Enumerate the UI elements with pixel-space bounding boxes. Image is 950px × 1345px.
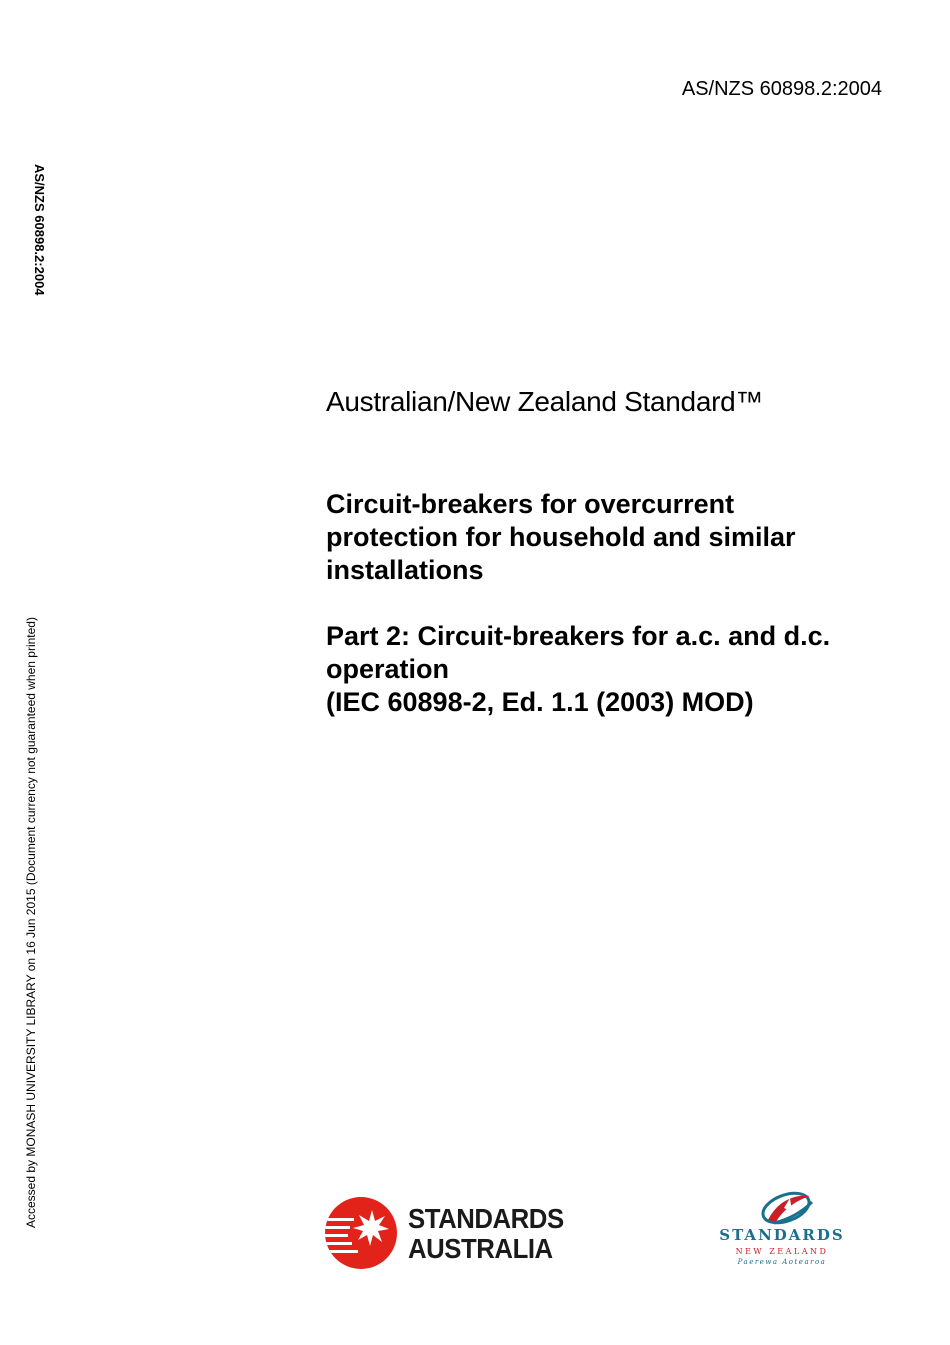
standards-australia-emblem-icon: [324, 1196, 398, 1270]
access-notice-text: Accessed by MONASH UNIVERSITY LIBRARY on 16 Jun 2015 (Document currency not guaranteed when printed): [24, 617, 38, 1228]
standards-nz-wordmark: STANDARDS: [719, 1226, 845, 1244]
title-line: Circuit-breakers for overcurrent: [326, 489, 735, 519]
part-line: operation: [326, 654, 450, 684]
standards-new-zealand-logo: [712, 1190, 857, 1272]
standards-new-zealand-emblem-icon: [754, 1190, 814, 1226]
title-line: protection for household and similar: [326, 522, 796, 552]
document-title: [326, 488, 886, 587]
title-line: installations: [326, 555, 484, 585]
standards-australia-logo: [324, 1196, 574, 1270]
standard-series: Australian/New Zealand Standard™: [326, 386, 764, 417]
standards-nz-subtitle: NEW ZEALAND: [735, 1247, 829, 1256]
access-notice: [20, 598, 40, 1248]
standards-australia-wordmark: STANDARDS AUSTRALIA: [408, 1203, 564, 1264]
spine-label: [29, 164, 49, 324]
document-number: AS/NZS 60898.2:2004: [681, 78, 882, 100]
spine-document-number: AS/NZS 60898.2:2004: [32, 164, 47, 296]
document-part: [326, 620, 906, 719]
standards-nz-maori-name: Paerewa Aotearoa: [737, 1258, 827, 1266]
part-line: Part 2: Circuit-breakers for a.c. and d.c.: [326, 621, 831, 651]
part-line: (IEC 60898-2, Ed. 1.1 (2003) MOD): [326, 687, 754, 717]
